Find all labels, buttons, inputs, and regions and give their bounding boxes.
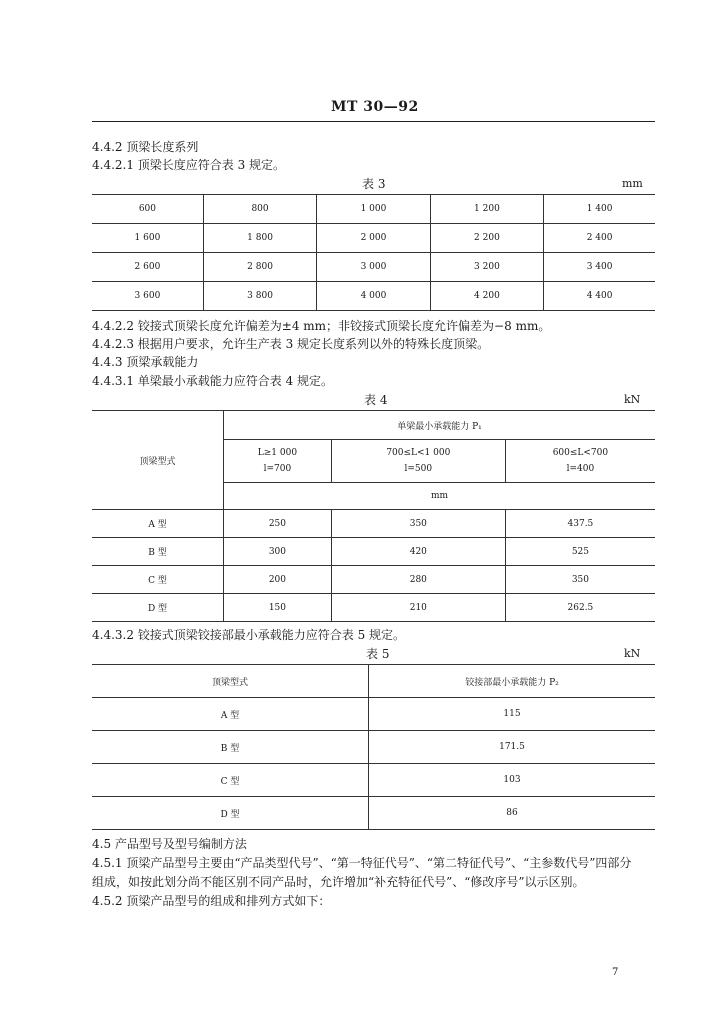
table-cell: A 型 bbox=[92, 698, 369, 731]
table-cell: 200 bbox=[224, 566, 332, 594]
table-cell: 103 bbox=[369, 764, 656, 797]
table-cell: 3 600 bbox=[92, 282, 203, 311]
document-code: MT 30—92 bbox=[331, 99, 419, 115]
table-cell: 2 200 bbox=[430, 224, 543, 253]
table-row bbox=[92, 510, 655, 538]
table4-type-header: 顶梁型式 bbox=[92, 411, 224, 510]
table-cell: 3 200 bbox=[430, 253, 543, 282]
table-cell: 2 400 bbox=[544, 224, 655, 253]
table-cell: 525 bbox=[505, 538, 655, 566]
table-cell: B 型 bbox=[92, 731, 369, 764]
table-cell: 4 000 bbox=[317, 282, 430, 311]
table-row bbox=[92, 698, 655, 731]
table-row bbox=[92, 224, 655, 253]
table-row bbox=[92, 764, 655, 797]
table-cell: 300 bbox=[224, 538, 332, 566]
length-range: 600≤L<700 bbox=[552, 448, 609, 458]
table-cell: C 型 bbox=[92, 764, 369, 797]
table-row bbox=[92, 253, 655, 282]
table-cell: 420 bbox=[331, 538, 505, 566]
table-row bbox=[92, 538, 655, 566]
table-cell: 4 400 bbox=[544, 282, 655, 311]
table-cell: 4 200 bbox=[430, 282, 543, 311]
table-cell: 1 400 bbox=[544, 195, 655, 224]
table4-col-header bbox=[505, 440, 655, 483]
table4-group-header: 单梁最小承载能力 P₁ bbox=[224, 411, 656, 440]
table4-caption: 表 4 bbox=[364, 393, 388, 407]
table-row bbox=[92, 594, 655, 622]
table-cell: 3 400 bbox=[544, 253, 655, 282]
table-cell: 150 bbox=[224, 594, 332, 622]
section-4-4-2-1: 4.4.2.1 顶梁长度应符合表 3 规定。 bbox=[92, 158, 286, 172]
page-number: 7 bbox=[612, 967, 619, 978]
header-rule bbox=[92, 121, 655, 122]
section-4-4-3-2: 4.4.3.2 铰接式顶梁铰接部最小承载能力应符合表 5 规定。 bbox=[92, 628, 406, 642]
section-4-4-3-1: 4.4.3.1 单梁最小承载能力应符合表 4 规定。 bbox=[92, 374, 334, 388]
section-4-4-2: 4.4.2 顶梁长度系列 bbox=[92, 140, 199, 154]
table-cell: A 型 bbox=[92, 510, 224, 538]
table-header-row bbox=[92, 665, 655, 698]
table4-col-header bbox=[331, 440, 505, 483]
table-cell: 1 600 bbox=[92, 224, 203, 253]
table-cell: 262.5 bbox=[505, 594, 655, 622]
table-cell: 280 bbox=[331, 566, 505, 594]
table4-sub-unit: mm bbox=[224, 483, 656, 510]
table-cell: C 型 bbox=[92, 566, 224, 594]
table-cell: 350 bbox=[505, 566, 655, 594]
span-value: l=500 bbox=[404, 464, 433, 474]
table-cell: 3 800 bbox=[203, 282, 316, 311]
table-row bbox=[92, 282, 655, 311]
length-range: L≥1 000 bbox=[257, 448, 298, 458]
table4-col-header bbox=[224, 440, 332, 483]
length-range: 700≤L<1 000 bbox=[386, 448, 451, 458]
table5-unit: kN bbox=[624, 647, 641, 660]
table-row bbox=[92, 797, 655, 830]
table-cell: 115 bbox=[369, 698, 656, 731]
span-value: l=700 bbox=[263, 464, 292, 474]
section-4-5-1: 4.5.1 顶梁产品型号主要由“产品类型代号”、“第一特征代号”、“第二特征代号”、“主参数代号”四部分 bbox=[92, 856, 632, 870]
table-cell: 1 000 bbox=[317, 195, 430, 224]
table-cell: 250 bbox=[224, 510, 332, 538]
table5-header: 铰接部最小承载能力 P₂ bbox=[369, 665, 656, 698]
table-cell: 437.5 bbox=[505, 510, 655, 538]
table-cell: D 型 bbox=[92, 594, 224, 622]
table-cell: B 型 bbox=[92, 538, 224, 566]
span-value: l=400 bbox=[566, 464, 595, 474]
section-4-4-2-2: 4.4.2.2 铰接式顶梁长度允许偏差为±4 mm；非铰接式顶梁长度允许偏差为−8 mm。 bbox=[92, 319, 551, 333]
table-5 bbox=[92, 664, 655, 830]
table-cell: 2 800 bbox=[203, 253, 316, 282]
table-cell: 1 800 bbox=[203, 224, 316, 253]
table-cell: 2 600 bbox=[92, 253, 203, 282]
table-row bbox=[92, 195, 655, 224]
table-cell: 800 bbox=[203, 195, 316, 224]
section-4-4-3: 4.4.3 顶梁承载能力 bbox=[92, 355, 199, 369]
table5-header: 顶梁型式 bbox=[92, 665, 369, 698]
table-cell: 1 200 bbox=[430, 195, 543, 224]
table-cell: 3 000 bbox=[317, 253, 430, 282]
table-cell: 171.5 bbox=[369, 731, 656, 764]
table-row bbox=[92, 566, 655, 594]
table-cell: 210 bbox=[331, 594, 505, 622]
table-4 bbox=[92, 410, 655, 622]
section-4-5-2: 4.5.2 顶梁产品型号的组成和排列方式如下： bbox=[92, 894, 331, 908]
section-4-4-2-3: 4.4.2.3 根据用户要求，允许生产表 3 规定长度系列以外的特殊长度顶梁。 bbox=[92, 337, 490, 351]
table-cell: 600 bbox=[92, 195, 203, 224]
section-4-5-1-cont: 组成，如按此划分尚不能区别不同产品时，允许增加“补充特征代号”、“修改序号”以示区别。 bbox=[92, 875, 585, 889]
table-cell: 350 bbox=[331, 510, 505, 538]
table5-caption: 表 5 bbox=[366, 647, 390, 661]
table-3 bbox=[92, 194, 655, 311]
table-cell: 86 bbox=[369, 797, 656, 830]
table4-unit: kN bbox=[624, 393, 641, 406]
table3-unit: mm bbox=[622, 177, 643, 190]
section-4-5: 4.5 产品型号及型号编制方法 bbox=[92, 837, 247, 851]
table-cell: 2 000 bbox=[317, 224, 430, 253]
table-cell: D 型 bbox=[92, 797, 369, 830]
table3-caption: 表 3 bbox=[362, 177, 386, 191]
table-row bbox=[92, 731, 655, 764]
